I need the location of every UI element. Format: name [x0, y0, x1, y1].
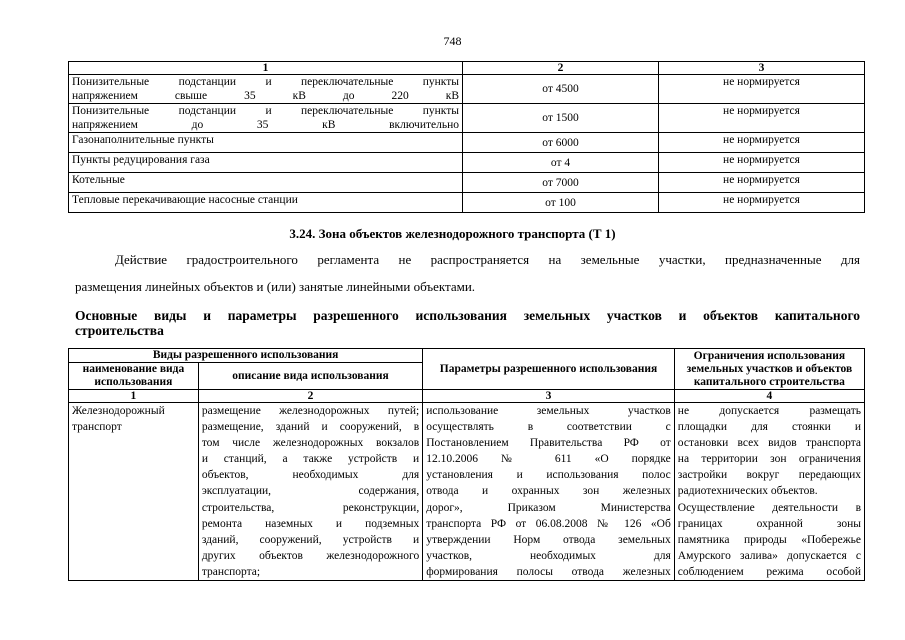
distance-value-cell: от 6000 [463, 133, 659, 153]
table-row [69, 75, 865, 104]
page-number: 748 [443, 34, 462, 48]
cell-line: радиотехнических объектов. [677, 485, 818, 498]
cell-line: отвода и охранных зон железных [426, 485, 671, 498]
regulation-paragraph [75, 246, 860, 300]
object-name-cell [69, 75, 463, 104]
cell-line: границах охранной зоны [677, 517, 861, 530]
cell-line: транспорта; [201, 565, 261, 578]
cell-line: зданий, сооружений, устройств и [201, 533, 420, 546]
cell-line: объектов, необходимых для [201, 469, 420, 482]
table-header-row [69, 62, 865, 75]
object-name-line: напряжением до 35 кВ включительно [72, 119, 459, 131]
object-name-line: напряжением свыше 35 кВ до 220 кВ [72, 90, 459, 102]
header-group-kinds: Виды разрешенного использования [69, 349, 423, 363]
section-heading: 3.24. Зона объектов железнодорожного транспорта (Т 1) [289, 226, 616, 241]
cell-line: не допускается размещать [677, 405, 861, 417]
object-name-cell: Тепловые перекачивающие насосные станции [69, 193, 463, 213]
table-header-row [69, 349, 865, 363]
cell-line: 12.10.2006 № 611 «О порядке [426, 453, 671, 466]
table-row [69, 403, 865, 581]
use-name-cell [69, 403, 199, 581]
table-subheading [75, 308, 860, 338]
table-row [69, 104, 865, 133]
paragraph-line: Действие градостроительного регламента не распространяется на земельные участки, предназначенные для [115, 252, 860, 267]
table-row [69, 133, 865, 153]
distance-value-cell: от 7000 [463, 173, 659, 193]
cell-line: участков, необходимых для [426, 549, 671, 562]
object-name-cell: Пункты редуцирования газа [69, 153, 463, 173]
cell-line: строительства, реконструкции, [201, 501, 420, 514]
cell-line: памятника природы «Побережье [677, 533, 861, 546]
cell-line: размещение железнодорожных путей; [201, 405, 420, 417]
column-number: 4 [674, 390, 864, 403]
limit-cell: не нормируется [659, 104, 865, 133]
cell-line: утверждении Норм отвода земельных [426, 533, 671, 546]
cell-line: остановки всех видов транспорта [677, 437, 861, 450]
paragraph-line: размещения линейных объектов и (или) занятые линейными объектами. [75, 279, 476, 294]
cell-line: и станций, а также устройств и [201, 453, 420, 466]
object-name-cell: Газонаполнительные пункты [69, 133, 463, 153]
distance-table [68, 61, 865, 213]
cell-line: Осуществление деятельности в [677, 501, 861, 514]
cell-line: размещение, зданий и сооружений, в [201, 421, 420, 434]
table-row [69, 173, 865, 193]
column-header: 3 [659, 62, 865, 75]
cell-line: том числе железнодорожных вокзалов [201, 437, 420, 450]
cell-line: дорог», Приказом Министерства [426, 501, 671, 514]
object-name-cell: Котельные [69, 173, 463, 193]
header-desc: описание вида использования [198, 363, 422, 390]
limit-cell: не нормируется [659, 133, 865, 153]
subheading-line: строительства [75, 323, 164, 338]
cell-line: соблюдением режима особой [677, 565, 861, 578]
limit-cell: не нормируется [659, 173, 865, 193]
distance-value-cell: от 100 [463, 193, 659, 213]
header-limits: Ограничения использования земельных участков и объектов капитального строительства [674, 349, 864, 390]
limit-cell: не нормируется [659, 75, 865, 104]
use-limits-cell [674, 403, 864, 581]
use-description-cell [198, 403, 422, 581]
column-header: 2 [463, 62, 659, 75]
cell-line: ремонта наземных и подземных [201, 517, 420, 530]
cell-line: площадки для стоянки и [677, 421, 861, 434]
column-header: 1 [69, 62, 463, 75]
object-name-cell [69, 104, 463, 133]
limit-cell: не нормируется [659, 193, 865, 213]
header-params: Параметры разрешенного использования [423, 349, 675, 390]
cell-line: осуществлять в соответствии с [426, 421, 671, 434]
distance-value-cell: от 1500 [463, 104, 659, 133]
cell-line: транспорта РФ от 06.08.2008 № 126 «Об [426, 517, 671, 530]
table-row [69, 153, 865, 173]
cell-line: застройки вокруг передающих [677, 469, 861, 482]
cell-line: Постановлением Правительства РФ от [426, 437, 671, 450]
object-name-line: Понизительные подстанции и переключательные пункты [72, 76, 459, 88]
land-use-table [68, 348, 865, 581]
column-number: 1 [69, 390, 199, 403]
use-params-cell [423, 403, 675, 581]
cell-line: транспорт [72, 421, 122, 434]
cell-line: Амурского залива» допускается с [677, 549, 861, 562]
subheading-line: Основные виды и параметры разрешенного использования земельных участков и объектов капитального [75, 308, 860, 323]
cell-line: на территории зон ограничения [677, 453, 861, 466]
limit-cell: не нормируется [659, 153, 865, 173]
header-name: наименование вида использования [69, 363, 199, 390]
column-number: 2 [198, 390, 422, 403]
object-name-line: Понизительные подстанции и переключательные пункты [72, 105, 459, 117]
cell-line: Железнодорожный [72, 405, 165, 417]
cell-line: установления и использования полос [426, 469, 671, 482]
table-row [69, 193, 865, 213]
cell-line: использование земельных участков [426, 405, 671, 417]
column-number: 3 [423, 390, 675, 403]
cell-line: эксплуатации, содержания, [201, 485, 420, 498]
cell-line: других объектов железнодорожного [201, 549, 420, 562]
cell-line: формирования полосы отвода железных [426, 565, 671, 578]
distance-value-cell: от 4 [463, 153, 659, 173]
column-number-row [69, 390, 865, 403]
distance-value-cell: от 4500 [463, 75, 659, 104]
